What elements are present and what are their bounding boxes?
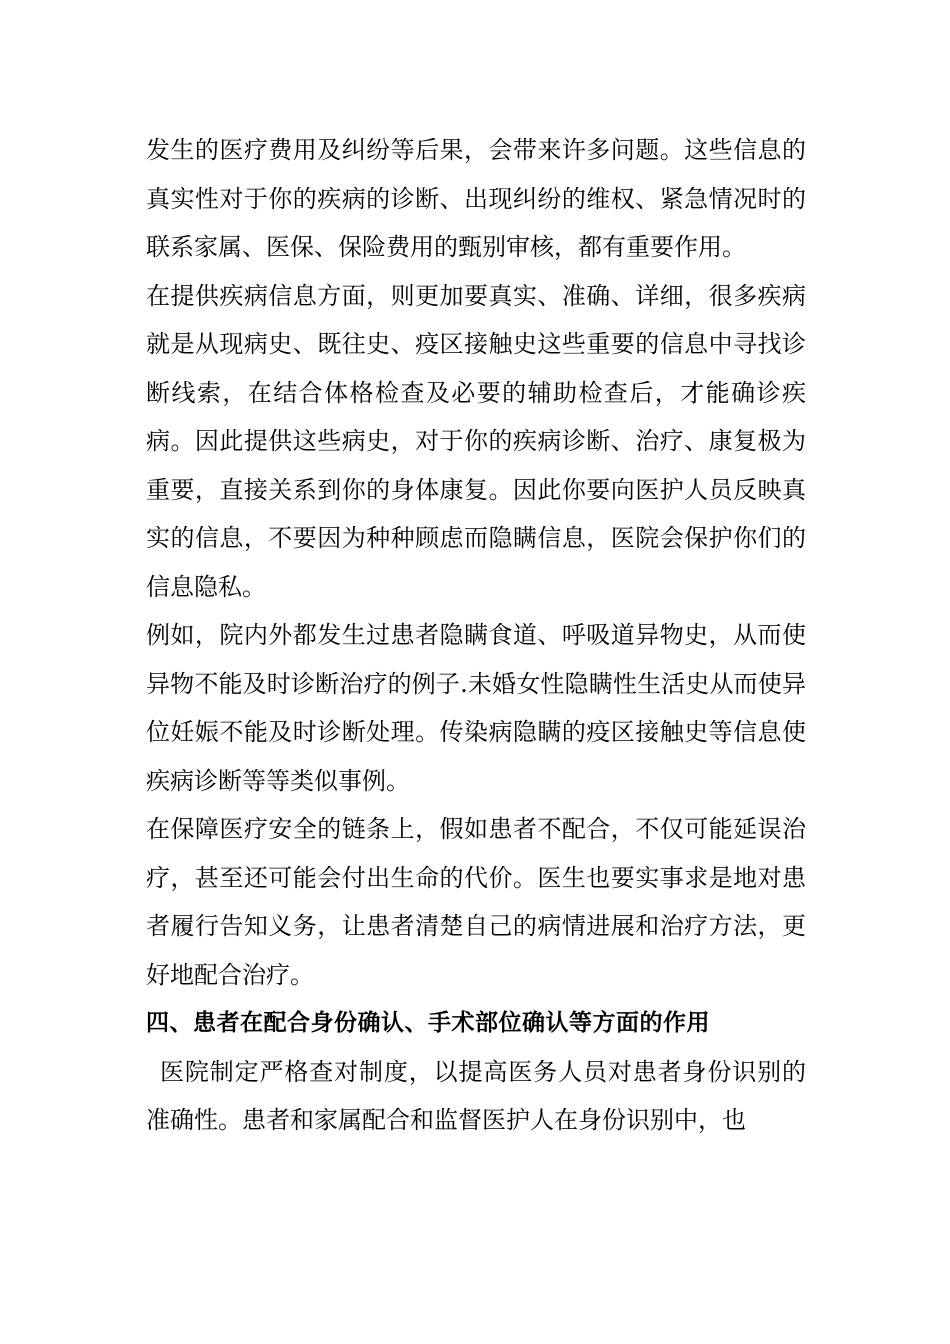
paragraph-1: 发生的医疗费用及纠纷等后果，会带来许多问题。这些信息的真实性对于你的疾病的诊断、出现纠纷的维权、紧急情况时的联系家属、医保、保险费用的甄别审核，都有重要作用。 [146, 136, 806, 261]
paragraph-5: 医院制定严格查对制度，以提高医务人员对患者身份识别的准确性。患者和家属配合和监督医护人在身份识别中，也 [146, 1057, 806, 1134]
section-heading: 四、患者在配合身份确认、手术部位确认等方面的作用 [146, 1010, 710, 1036]
document-page [146, 126, 806, 1145]
paragraph-3: 例如，院内外都发生过患者隐瞒食道、呼吸道异物史，从而使异物不能及时诊断治疗的例子.未婚女性隐瞒性生活史从而使异位妊娠不能及时诊断处理。传染病隐瞒的疫区接触史等信息使疾病诊断等等类似事例。 [146, 621, 806, 795]
paragraph-4: 在保障医疗安全的链条上，假如患者不配合，不仅可能延误治疗，甚至还可能会付出生命的代价。医生也要实事求是地对患者履行告知义务，让患者清楚自己的病情进展和治疗方法，更好地配合治疗。 [146, 815, 806, 989]
paragraph-2: 在提供疾病信息方面，则更加要真实、准确、详细，很多疾病就是从现病史、既往史、疫区接触史这些重要的信息中寻找诊断线索，在结合体格检查及必要的辅助检查后，才能确诊疾病。因此提供这些病史，对于你的疾病诊断、治疗、康复极为重要，直接关系到你的身体康复。因此你要向医护人员反映真实的信息，不要因为种种顾虑而隐瞒信息，医院会保护你们的信息隐私。 [146, 281, 806, 601]
